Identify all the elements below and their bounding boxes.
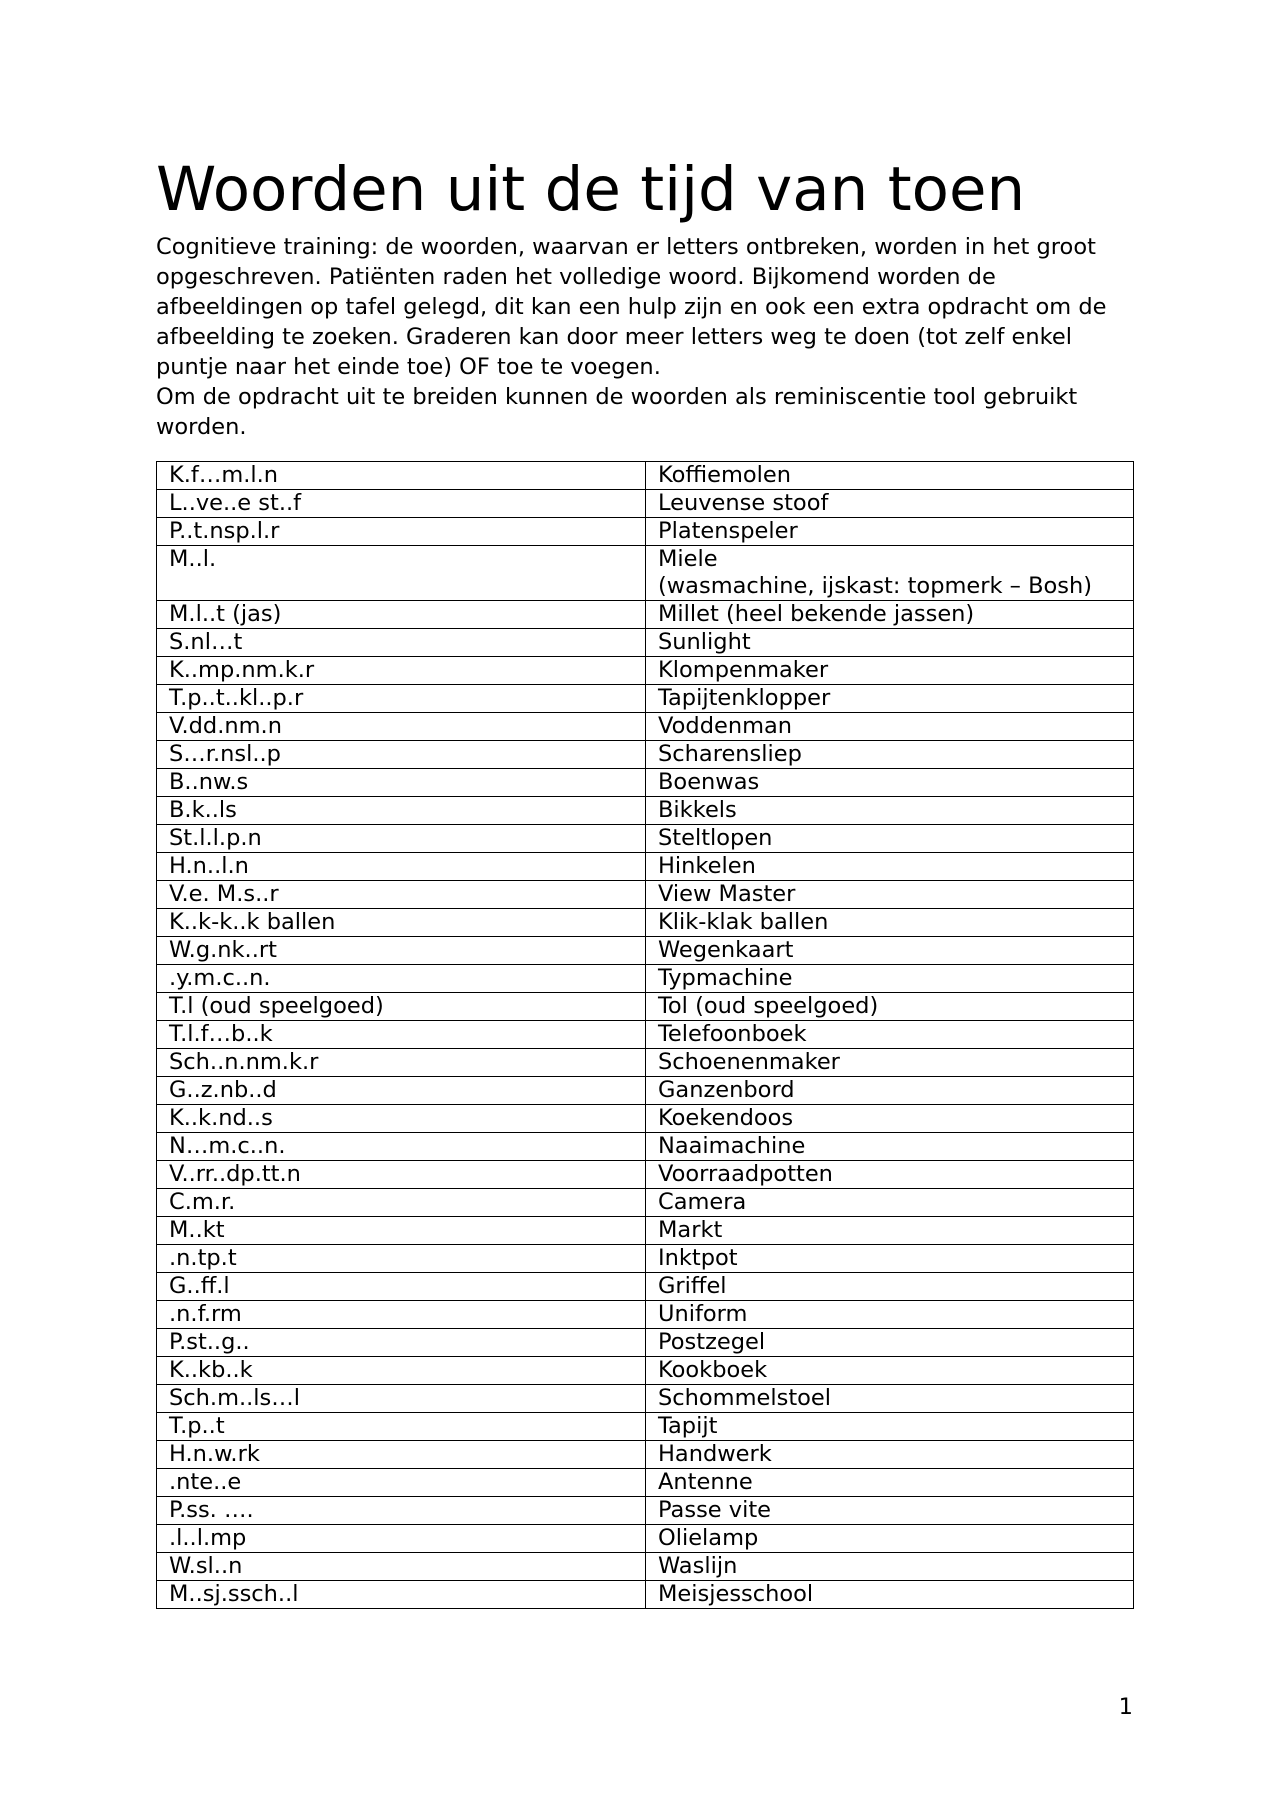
- word-table: [156, 461, 1134, 1609]
- answer-cell: [646, 1105, 1134, 1133]
- clue-cell: .n.f.rm: [157, 1301, 646, 1329]
- clue-cell: L..ve..e st..f: [157, 490, 646, 518]
- clue-cell: .l..l.mp: [157, 1525, 646, 1553]
- answer-cell: [646, 1553, 1134, 1581]
- answer-cell: [646, 853, 1134, 881]
- intro-paragraph: Cognitieve training: de woorden, waarvan er letters ontbreken, worden in het groot opgeschreven. Patiënten raden het volledige woord. Bijkomend worden de afbeeldingen op tafel gelegd, dit kan een hulp zijn en ook een extra opdracht om de afbeelding te zoeken. Graderen kan door meer letters weg te doen (tot zelf enkel puntje naar het einde toe) OF toe te voegen.: [156, 234, 1107, 380]
- answer-cell: [646, 1133, 1134, 1161]
- clue-cell: V.dd.nm.n: [157, 713, 646, 741]
- answer-cell: [646, 657, 1134, 685]
- answer-cell: [646, 1413, 1134, 1441]
- answer-text: Klik-klak ballen: [658, 909, 829, 935]
- answer-text: Koekendoos: [658, 1105, 794, 1131]
- answer-text: Telefoonboek: [658, 1021, 807, 1047]
- answer-text: Inktpot: [658, 1245, 738, 1271]
- answer-cell: [646, 881, 1134, 909]
- answer-cell: [646, 797, 1134, 825]
- table-row: [157, 1105, 1134, 1133]
- answer-text: Miele: [658, 546, 718, 572]
- answer-text: Markt: [658, 1217, 723, 1243]
- answer-cell: [646, 629, 1134, 657]
- table-row: [157, 713, 1134, 741]
- answer-text: Camera: [658, 1189, 747, 1215]
- table-row: [157, 881, 1134, 909]
- answer-text: Uniform: [658, 1301, 748, 1327]
- clue-cell: M..l.: [157, 546, 646, 601]
- answer-cell: [646, 713, 1134, 741]
- answer-text: Tapijt: [658, 1413, 718, 1439]
- clue-cell: B..nw.s: [157, 769, 646, 797]
- answer-cell: [646, 1161, 1134, 1189]
- clue-cell: P..t.nsp.l.r: [157, 518, 646, 546]
- clue-cell: S…r.nsl..p: [157, 741, 646, 769]
- answer-text: Wegenkaart: [658, 937, 794, 963]
- table-row: [157, 629, 1134, 657]
- clue-cell: T.l (oud speelgoed): [157, 993, 646, 1021]
- answer-text: Steltlopen: [658, 825, 773, 851]
- clue-cell: K..k.nd..s: [157, 1105, 646, 1133]
- table-row: [157, 741, 1134, 769]
- table-row: [157, 769, 1134, 797]
- answer-text: Hinkelen: [658, 853, 756, 879]
- clue-cell: P.ss. ….: [157, 1497, 646, 1525]
- answer-cell: [646, 490, 1134, 518]
- answer-cell: [646, 769, 1134, 797]
- table-row: [157, 1385, 1134, 1413]
- clue-cell: St.l.l.p.n: [157, 825, 646, 853]
- table-row: [157, 1329, 1134, 1357]
- clue-cell: M.l..t (jas): [157, 601, 646, 629]
- clue-cell: G..ff.l: [157, 1273, 646, 1301]
- table-row: [157, 1217, 1134, 1245]
- answer-text: Kookboek: [658, 1357, 768, 1383]
- clue-cell: W.sl..n: [157, 1553, 646, 1581]
- table-row: [157, 1497, 1134, 1525]
- answer-text: Passe vite: [658, 1497, 772, 1523]
- table-row: [157, 1273, 1134, 1301]
- table-row: [157, 462, 1134, 490]
- clue-cell: B.k..ls: [157, 797, 646, 825]
- clue-cell: C.m.r.: [157, 1189, 646, 1217]
- answer-cell: [646, 462, 1134, 490]
- answer-cell: [646, 518, 1134, 546]
- clue-cell: S.nl…t: [157, 629, 646, 657]
- answer-text: View Master: [658, 881, 796, 907]
- answer-cell: [646, 1217, 1134, 1245]
- table-row: [157, 1413, 1134, 1441]
- table-row: [157, 1581, 1134, 1609]
- clue-cell: H.n..l.n: [157, 853, 646, 881]
- table-row: [157, 1357, 1134, 1385]
- clue-cell: Sch.m..ls…l: [157, 1385, 646, 1413]
- page-number: 1: [1118, 1694, 1133, 1720]
- answer-text: Bikkels: [658, 797, 737, 823]
- answer-cell: [646, 685, 1134, 713]
- table-row: [157, 993, 1134, 1021]
- clue-cell: N…m.c..n.: [157, 1133, 646, 1161]
- answer-text: Millet (heel bekende jassen): [658, 601, 975, 627]
- clue-cell: K.f…m.l.n: [157, 462, 646, 490]
- clue-cell: .y.m.c..n.: [157, 965, 646, 993]
- answer-text: (wasmachine, ijskast: topmerk – Bosh): [658, 573, 1093, 599]
- table-row: [157, 601, 1134, 629]
- table-row: [157, 1301, 1134, 1329]
- table-row: [157, 546, 1134, 601]
- clue-cell: T.p..t..kl..p.r: [157, 685, 646, 713]
- answer-cell: [646, 937, 1134, 965]
- clue-cell: M..kt: [157, 1217, 646, 1245]
- table-row: [157, 1525, 1134, 1553]
- table-row: [157, 490, 1134, 518]
- clue-cell: K..k-k..k ballen: [157, 909, 646, 937]
- answer-cell: [646, 1357, 1134, 1385]
- answer-cell: [646, 1077, 1134, 1105]
- intro-paragraph: Om de opdracht uit te breiden kunnen de woorden als reminiscentie tool gebruikt worden.: [156, 384, 1078, 440]
- answer-cell: [646, 1469, 1134, 1497]
- answer-text: Sunlight: [658, 629, 751, 655]
- answer-text: Postzegel: [658, 1329, 766, 1355]
- clue-cell: G..z.nb..d: [157, 1077, 646, 1105]
- answer-text: Klompenmaker: [658, 657, 829, 683]
- answer-cell: [646, 1329, 1134, 1357]
- answer-text: Schommelstoel: [658, 1385, 832, 1411]
- table-row: [157, 657, 1134, 685]
- answer-cell: [646, 1441, 1134, 1469]
- answer-cell: [646, 1301, 1134, 1329]
- answer-text: Griffel: [658, 1273, 727, 1299]
- clue-cell: V..rr..dp.tt.n: [157, 1161, 646, 1189]
- table-row: [157, 965, 1134, 993]
- answer-text: Meisjesschool: [658, 1581, 814, 1607]
- table-row: [157, 937, 1134, 965]
- table-row: [157, 1441, 1134, 1469]
- table-row: [157, 1077, 1134, 1105]
- answer-text: Naaimachine: [658, 1133, 806, 1159]
- answer-text: Voddenman: [658, 713, 793, 739]
- table-row: [157, 909, 1134, 937]
- clue-cell: T.l.f…b..k: [157, 1021, 646, 1049]
- answer-text: Antenne: [658, 1469, 753, 1495]
- answer-text: Olielamp: [658, 1525, 759, 1551]
- answer-cell: [646, 546, 1134, 601]
- word-table-body: [157, 462, 1134, 1609]
- clue-cell: .nte..e: [157, 1469, 646, 1497]
- answer-text: Schoenenmaker: [658, 1049, 840, 1075]
- table-row: [157, 1189, 1134, 1217]
- answer-cell: [646, 1245, 1134, 1273]
- clue-cell: T.p..t: [157, 1413, 646, 1441]
- answer-cell: [646, 1385, 1134, 1413]
- answer-cell: [646, 909, 1134, 937]
- page-title: Woorden uit de tijd van toen: [156, 154, 1026, 225]
- answer-cell: [646, 1189, 1134, 1217]
- clue-cell: P.st..g..: [157, 1329, 646, 1357]
- table-row: [157, 797, 1134, 825]
- clue-cell: H.n.w.rk: [157, 1441, 646, 1469]
- intro-text: [156, 232, 1136, 442]
- table-row: [157, 1469, 1134, 1497]
- table-row: [157, 1245, 1134, 1273]
- answer-cell: [646, 825, 1134, 853]
- answer-text: Tapijtenklopper: [658, 685, 831, 711]
- answer-cell: [646, 993, 1134, 1021]
- clue-cell: W.g.nk..rt: [157, 937, 646, 965]
- clue-cell: K..mp.nm.k.r: [157, 657, 646, 685]
- table-row: [157, 1021, 1134, 1049]
- answer-cell: [646, 601, 1134, 629]
- answer-cell: [646, 741, 1134, 769]
- table-row: [157, 825, 1134, 853]
- answer-text: Platenspeler: [658, 518, 798, 544]
- table-row: [157, 1553, 1134, 1581]
- answer-text: Waslijn: [658, 1553, 738, 1579]
- answer-cell: [646, 1525, 1134, 1553]
- clue-cell: M..sj.ssch..l: [157, 1581, 646, 1609]
- answer-cell: [646, 1049, 1134, 1077]
- table-row: [157, 853, 1134, 881]
- answer-cell: [646, 1581, 1134, 1609]
- clue-cell: V.e. M.s..r: [157, 881, 646, 909]
- answer-text: Tol (oud speelgoed): [658, 993, 879, 1019]
- answer-text: Boenwas: [658, 769, 760, 795]
- answer-text: Ganzenbord: [658, 1077, 795, 1103]
- answer-text: Leuvense stoof: [658, 490, 829, 516]
- table-row: [157, 1133, 1134, 1161]
- answer-cell: [646, 965, 1134, 993]
- answer-text: Voorraadpotten: [658, 1161, 833, 1187]
- answer-text: Scharensliep: [658, 741, 802, 767]
- table-row: [157, 1161, 1134, 1189]
- table-row: [157, 518, 1134, 546]
- answer-cell: [646, 1021, 1134, 1049]
- clue-cell: K..kb..k: [157, 1357, 646, 1385]
- answer-cell: [646, 1497, 1134, 1525]
- table-row: [157, 1049, 1134, 1077]
- answer-text: Handwerk: [658, 1441, 772, 1467]
- clue-cell: Sch..n.nm.k.r: [157, 1049, 646, 1077]
- answer-text: Typmachine: [658, 965, 793, 991]
- table-row: [157, 685, 1134, 713]
- answer-cell: [646, 1273, 1134, 1301]
- clue-cell: .n.tp.t: [157, 1245, 646, 1273]
- answer-text: Koffiemolen: [658, 462, 792, 488]
